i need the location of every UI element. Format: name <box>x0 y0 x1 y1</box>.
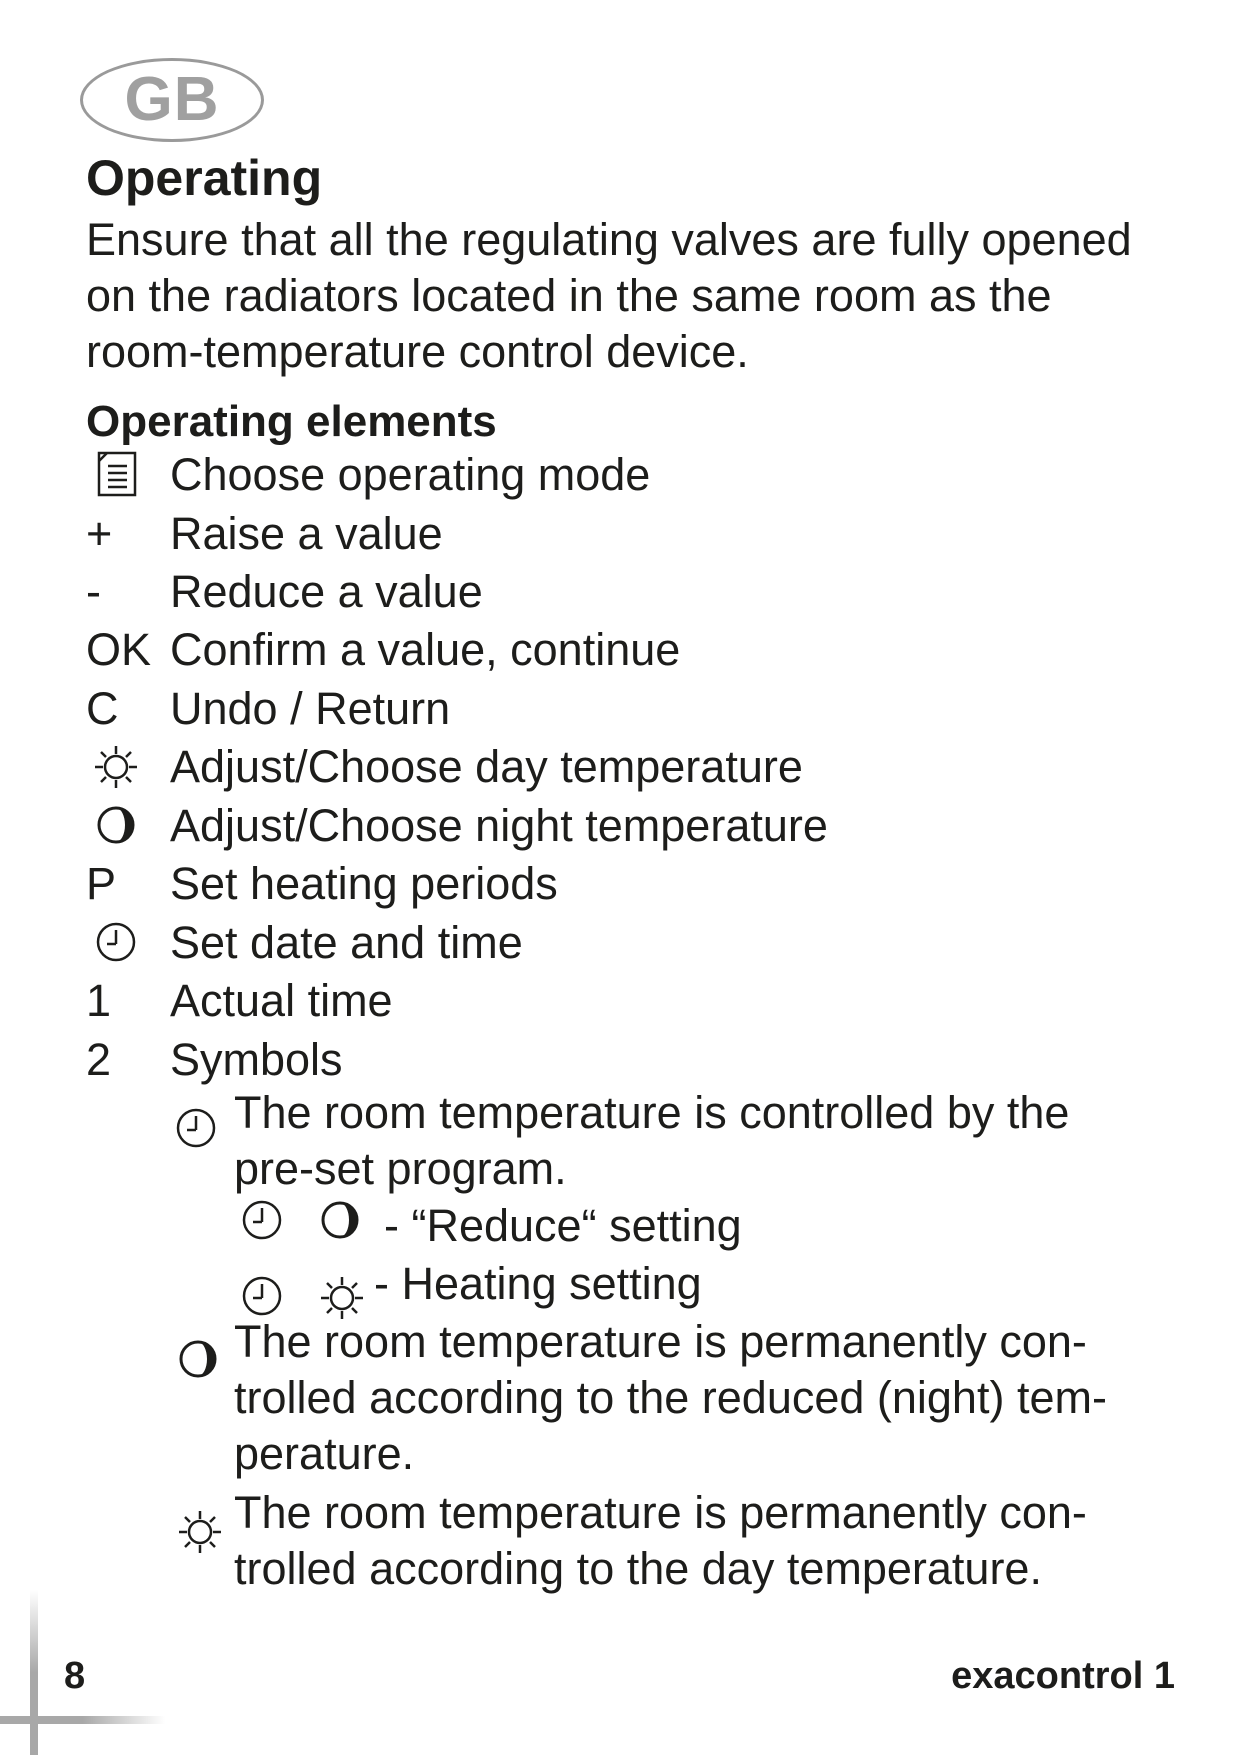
heating-setting-label: - Heating setting <box>374 1258 702 1309</box>
list-key: + <box>86 508 113 559</box>
list-key: C <box>86 683 119 734</box>
list-item <box>86 914 1186 972</box>
symbol-line: trolled according to the day temperature. <box>234 1543 1042 1594</box>
list-text: Adjust/Choose day temperature <box>170 741 803 792</box>
intro-line: room-temperature control device. <box>86 326 749 377</box>
moon-icon <box>178 1337 224 1383</box>
sun-icon <box>92 743 140 791</box>
moon-icon <box>96 803 142 849</box>
clock-icon <box>240 1198 286 1244</box>
product-name: exacontrol 1 <box>951 1655 1175 1697</box>
country-badge <box>80 58 264 142</box>
intro-paragraph <box>86 212 1206 380</box>
country-code: GB <box>124 65 220 134</box>
page-number: 8 <box>64 1655 86 1697</box>
symbol-program-text <box>234 1085 1069 1197</box>
sun-icon <box>176 1508 224 1556</box>
list-item <box>86 680 1186 738</box>
intro-line: on the radiators located in the same room as the <box>86 270 1052 321</box>
list-key: - <box>86 566 101 617</box>
intro-line: Ensure that all the regulating valves are fully opened <box>86 214 1132 265</box>
symbol-day-text <box>234 1485 1087 1597</box>
list-item <box>86 621 1186 679</box>
symbol-line: trolled according to the reduced (night) tem- <box>234 1372 1107 1423</box>
list-text: Actual time <box>170 975 393 1026</box>
section-heading: Operating elements <box>86 397 497 446</box>
list-text: Adjust/Choose night temperature <box>170 800 828 851</box>
list-key: 2 <box>86 1034 112 1085</box>
symbol-line: pre-set program. <box>234 1143 567 1194</box>
clock-icon <box>174 1106 220 1152</box>
list-item <box>86 797 1186 855</box>
symbol-line: The room temperature is permanently con- <box>234 1316 1087 1367</box>
list-key: OK <box>86 624 152 675</box>
list-text: Confirm a value, continue <box>170 624 681 675</box>
list-item <box>86 505 1186 563</box>
list-text: Set date and time <box>170 917 523 968</box>
page-title: Operating <box>86 150 323 206</box>
list-text: Set heating periods <box>170 858 558 909</box>
moon-icon <box>320 1198 366 1244</box>
symbol-night-text <box>234 1314 1107 1482</box>
clock-icon <box>94 920 140 966</box>
list-item <box>86 446 1186 504</box>
list-item <box>86 563 1186 621</box>
corner-mark-vertical <box>30 1590 38 1755</box>
list-item <box>86 855 1186 913</box>
list-item <box>86 1031 1186 1089</box>
list-key: P <box>86 858 117 909</box>
symbol-line: The room temperature is controlled by the <box>234 1087 1070 1138</box>
list-text: Choose operating mode <box>170 449 651 500</box>
list-item <box>86 972 1186 1030</box>
list-item <box>86 738 1186 796</box>
menu-icon <box>96 450 140 500</box>
list-text: Reduce a value <box>170 566 483 617</box>
corner-mark-horizontal <box>0 1716 165 1724</box>
list-text: Undo / Return <box>170 683 451 734</box>
list-text: Raise a value <box>170 508 443 559</box>
symbol-line: perature. <box>234 1428 415 1479</box>
reduce-setting-label: - “Reduce“ setting <box>384 1200 742 1251</box>
list-text: Symbols <box>170 1034 343 1085</box>
symbol-line: The room temperature is permanently con- <box>234 1487 1087 1538</box>
list-key: 1 <box>86 975 112 1026</box>
